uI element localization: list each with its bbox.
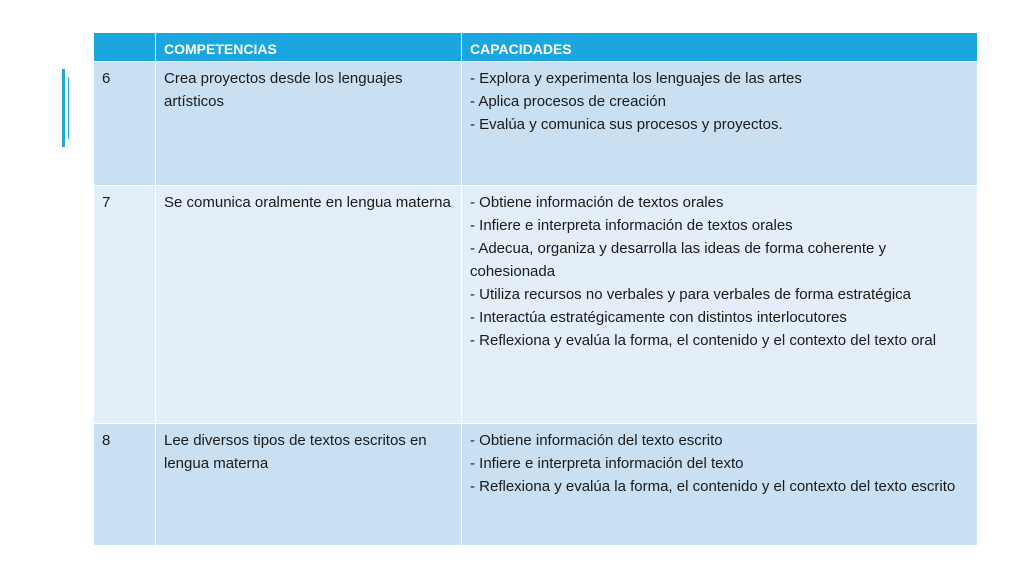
accent-bar xyxy=(62,69,65,147)
row-capacidades xyxy=(462,186,978,424)
capacidad-item: - Utiliza recursos no verbales y para verbales de forma estratégica xyxy=(470,286,912,303)
capacidad-item: - Reflexiona y evalúa la forma, el contenido y el contexto del texto oral xyxy=(470,332,937,349)
row-capacidades xyxy=(462,424,978,546)
competencias-table xyxy=(93,32,978,546)
row-num: 8 xyxy=(94,424,156,546)
header-competencias: COMPETENCIAS xyxy=(156,33,462,62)
header-capacidades: CAPACIDADES xyxy=(462,33,978,62)
capacidad-item: - Infiere e interpreta información de textos orales xyxy=(470,217,793,234)
capacidad-item: - Obtiene información de textos orales xyxy=(470,194,724,211)
table-header-row xyxy=(94,33,978,62)
row-num: 6 xyxy=(94,62,156,186)
row-capacidades xyxy=(462,62,978,186)
capacidad-item: - Interactúa estratégicamente con distintos interlocutores xyxy=(470,309,847,326)
capacidad-item: - Infiere e interpreta información del texto xyxy=(470,455,744,472)
capacidad-item: - Adecua, organiza y desarrolla las ideas de forma coherente y cohesionada xyxy=(470,240,887,280)
row-competencia: Se comunica oralmente en lengua materna xyxy=(156,186,462,424)
accent-bar-thin xyxy=(68,77,69,139)
capacidad-item: - Aplica procesos de creación xyxy=(470,93,666,110)
row-competencia: Crea proyectos desde los lenguajes artísticos xyxy=(156,62,462,186)
table-row xyxy=(94,62,978,186)
capacidad-item: - Evalúa y comunica sus procesos y proyectos. xyxy=(470,116,783,133)
capacidad-item: - Reflexiona y evalúa la forma, el contenido y el contexto del texto escrito xyxy=(470,478,956,495)
row-num: 7 xyxy=(94,186,156,424)
capacidad-item: - Explora y experimenta los lenguajes de las artes xyxy=(470,70,802,87)
row-competencia: Lee diversos tipos de textos escritos en lengua materna xyxy=(156,424,462,546)
table-row xyxy=(94,424,978,546)
table-row xyxy=(94,186,978,424)
header-num xyxy=(94,33,156,62)
capacidad-item: - Obtiene información del texto escrito xyxy=(470,432,723,449)
